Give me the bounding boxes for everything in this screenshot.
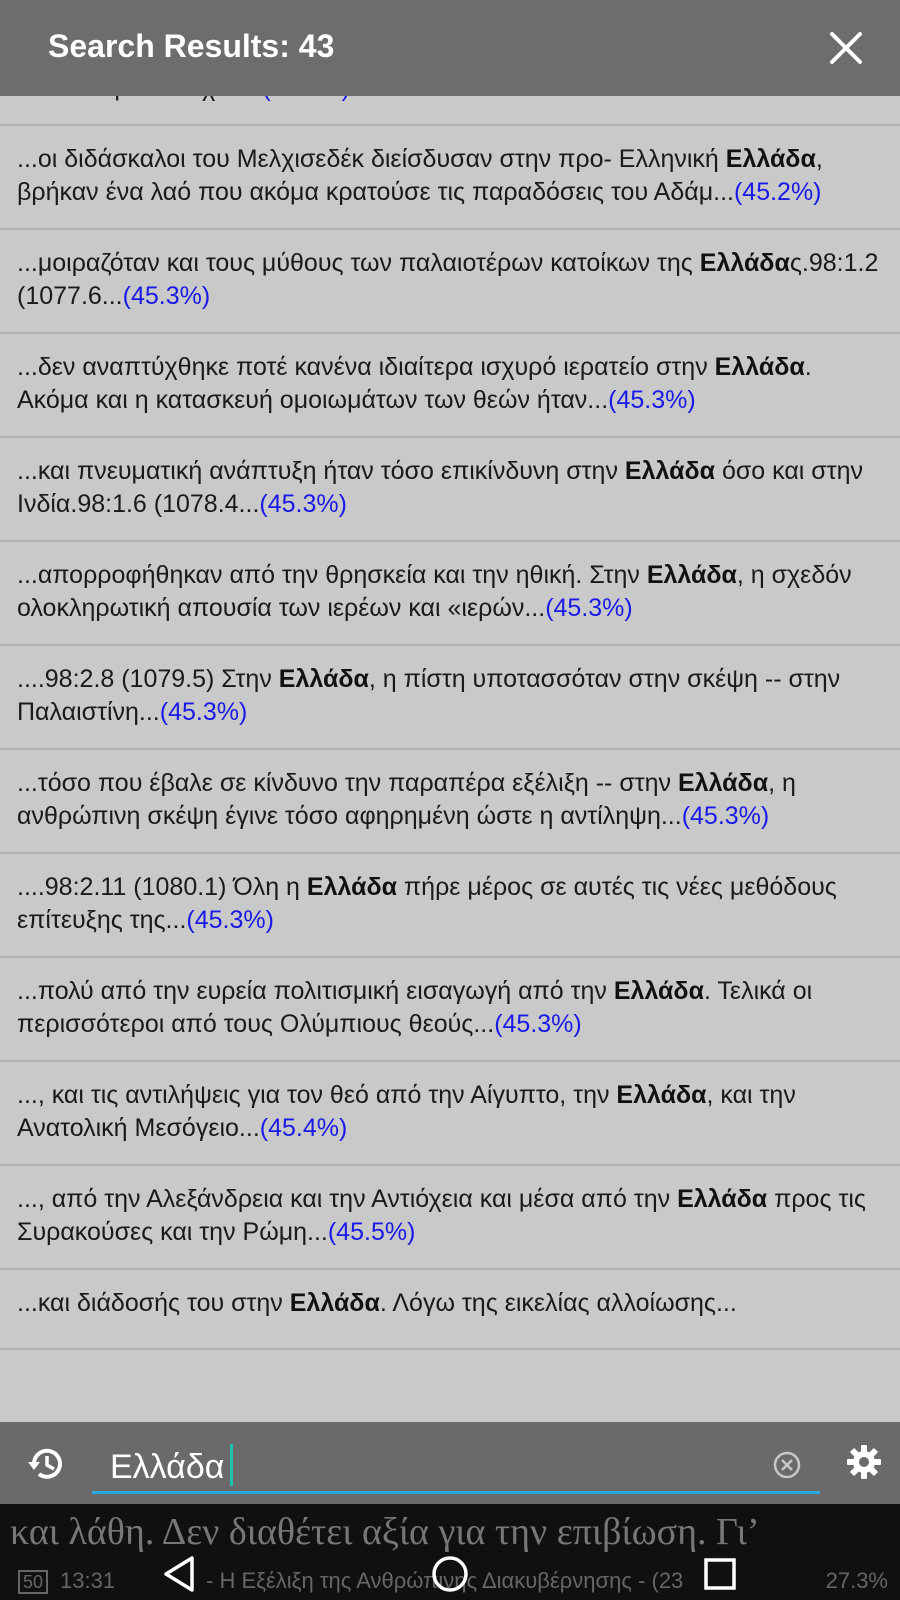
result-text-after: προς τις Συρακούσες και την Ρώμη... [17,1185,866,1246]
search-results-header [0,0,900,96]
clock: 13:31 [60,1568,116,1593]
result-match-term: Ελλάδα [699,249,790,277]
result-text-before: ...πολύ από την ευρεία πολιτισμική εισαγωγή από την [17,977,614,1005]
android-navbar [0,1552,900,1600]
result-item[interactable] [0,750,900,854]
chapter-title: - Η Εξέλιξη της Ανθρώπινης Διακυβέρνησης - (23 [206,1568,684,1593]
result-match-term: Ελλάδα [278,665,369,693]
result-item[interactable] [0,958,900,1062]
clear-search-button[interactable] [772,1450,802,1480]
result-percent: (45.3%) [494,1010,582,1038]
settings-button[interactable] [846,1444,882,1480]
result-item[interactable] [0,1166,900,1270]
home-button[interactable] [430,1554,470,1599]
result-text-before: ...και διάδοσής του στην [17,1289,290,1317]
history-icon [26,1444,66,1484]
result-text-before: ....98:2.11 (1080.1) Όλη η [17,873,307,901]
recents-square-icon [700,1554,740,1594]
search-input[interactable] [92,1432,820,1494]
result-item[interactable] [0,126,900,230]
back-triangle-icon [160,1554,200,1594]
result-item[interactable] [0,542,900,646]
result-percent: (45.3%) [608,386,696,414]
result-match-term: Ελλάδα [725,145,816,173]
result-item[interactable] [0,646,900,750]
result-percent: (45.3%) [186,906,274,934]
result-item[interactable] [0,854,900,958]
result-match-term: Ελλάδα [624,457,715,485]
back-button[interactable] [160,1554,200,1599]
result-match-term: Ελλάδα [616,1081,707,1109]
reader-text: και λάθη. Δεν διαθέτει αξία για την επιβίωση. Γι’ [10,1511,760,1553]
close-icon [826,28,866,68]
result-percent: (45.3%) [545,594,633,622]
page-title: Search Results: 43 [48,28,335,64]
result-text-after: . Τελικά οι περισσότεροι από τους Ολύμπιους θεούς... [17,977,813,1038]
result-match-term: Ελλάδα [289,1289,380,1317]
result-percent: (45.3%) [681,802,770,830]
close-button[interactable] [826,28,866,68]
result-percent: (45.3%) [259,490,347,518]
text-caret [230,1444,233,1486]
page-number: 50 [18,1570,48,1594]
recents-button[interactable] [700,1554,740,1599]
result-match-term: Ελλάδα [646,561,737,589]
result-text-after: , η πίστη υποτασσόταν στην σκέψη -- στην Παλαιστίνη... [17,665,841,726]
result-text-before: ....98:2.8 (1079.5) Στην [17,665,279,693]
result-text-before: ...μοιραζόταν και τους μύθους των παλαιοτέρων κατοίκων της [17,249,700,277]
result-text-before: ..., από την Αλεξάνδρεια και την Αντιόχεια και μέσα από την [17,1185,678,1213]
result-match-term: Ελλάδα [613,977,704,1005]
result-text-after: , η σχεδόν ολοκληρωτική απουσία των ιερέων και «ιερών... [17,561,852,622]
result-text-after: . Ακόμα και η κατασκευή ομοιωμάτων των θεών ήταν... [17,353,812,414]
search-bar [0,1422,900,1504]
result-match-term: Ελλάδα [678,769,769,797]
result-text-before: ...δεν αναπτύχθηκε ποτέ κανένα ιδιαίτερα ισχυρό ιερατείο στην [17,353,715,381]
result-percent: (45.3%) [159,698,248,726]
result-percent: (45.5%) [327,1218,416,1246]
result-text-after: πήρε μέρος σε αυτές τις νέες μεθόδους επίτευξης της... [17,873,837,934]
result-text-after: , και την Ανατολική Μεσόγειο... [17,1081,796,1142]
result-text-before: ...και πνευματική ανάπτυξη ήταν τόσο επικίνδυνη στην [17,457,625,485]
result-text-after: . Λόγω της εικελίας αλλοίωσης... [379,1289,737,1317]
clear-circle-icon [772,1450,802,1480]
gear-icon [846,1444,882,1480]
result-text-after: , η ανθρώπινη σκέψη έγινε τόσο αφηρημένη ώστε η αντίληψη... [17,769,796,830]
result-text-after: , βρήκαν ένα λαό που ακόμα κρατούσε τις παραδόσεις του Αδάμ... [17,145,823,206]
result-match-term: Ελλάδα [677,1185,768,1213]
result-item[interactable] [0,1270,900,1350]
result-text-after: όσο και στην Ινδία.98:1.6 (1078.4... [17,457,863,518]
result-percent: (45.2%) [733,178,822,206]
result-item[interactable] [0,230,900,334]
results-list[interactable] [0,96,900,1422]
result-text-before: ...τόσο που έβαλε σε κίνδυνο την παραπέρα εξέλιξη -- στην [17,769,678,797]
result-text-before: ...οι διδάσκαλοι του Μελχισεδέκ διείσδυσαν στην προ- Ελληνική [17,145,726,173]
home-circle-icon [430,1554,470,1594]
result-percent: (45.3%) [122,282,211,310]
result-text-before: ..., και τις αντιλήψεις για τον θεό από την Αίγυπτο, την [17,1081,617,1109]
history-button[interactable] [26,1444,66,1484]
result-item[interactable] [0,334,900,438]
result-item[interactable] [0,1062,900,1166]
reading-progress: 27.3% [825,1568,888,1593]
result-percent: (45.4%) [259,1114,348,1142]
result-item[interactable] [0,438,900,542]
result-text-after: ς.98:1.2 (1077.6... [17,249,879,310]
result-text-before: ...απορροφήθηκαν από την θρησκεία και την ηθική. Στην [17,561,647,589]
result-match-term: Ελλάδα [714,353,805,381]
result-match-term: Ελλάδα [306,873,397,901]
